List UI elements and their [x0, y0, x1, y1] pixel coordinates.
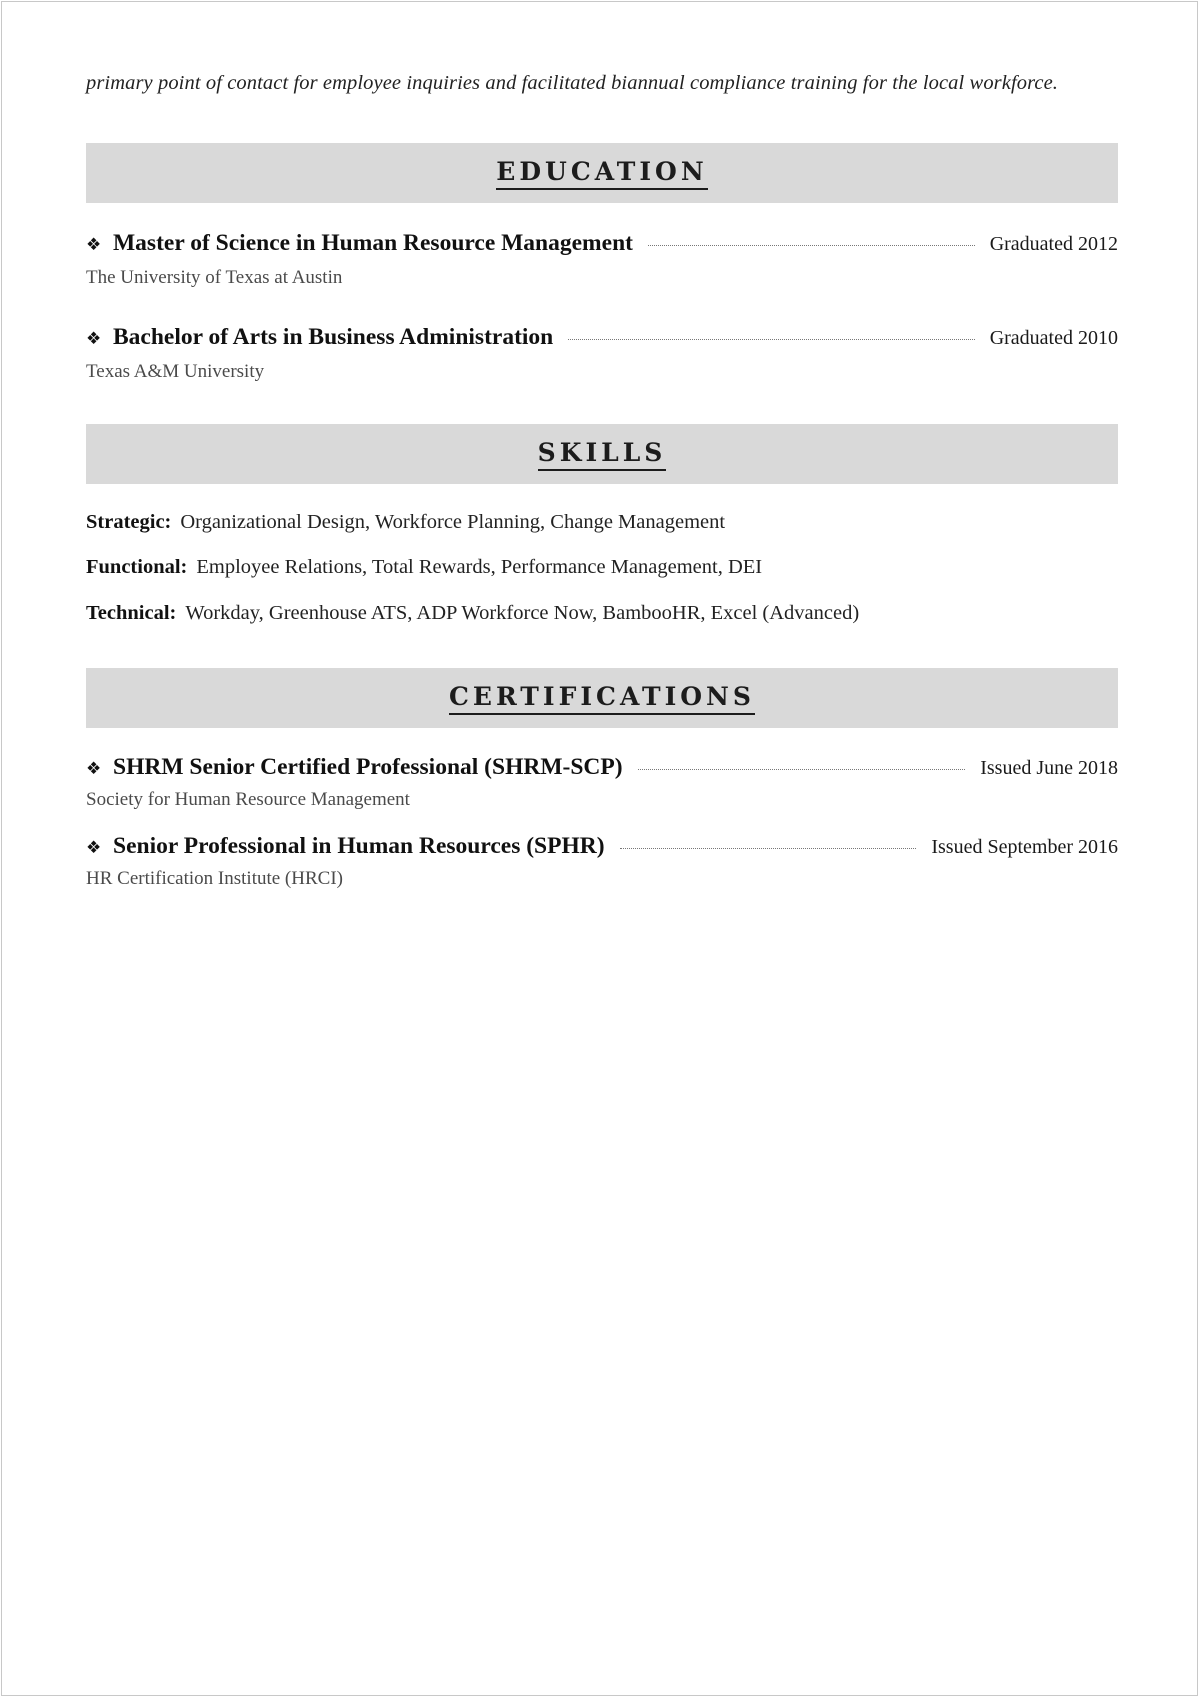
education-section-header — [86, 143, 1118, 203]
skill-row — [86, 511, 725, 534]
institution-name: The University of Texas at Austin — [86, 267, 343, 288]
certifications-section-header — [86, 668, 1118, 728]
dotted-leader — [648, 245, 975, 246]
graduation-date: Graduated 2012 — [989, 233, 1118, 255]
issue-date: Issued June 2018 — [980, 757, 1118, 779]
diamond-bullet-icon: ❖ — [86, 759, 102, 778]
skill-category-label: Functional: — [86, 556, 188, 578]
skill-row — [86, 556, 762, 579]
certification-entry — [86, 833, 1118, 860]
skill-values: Employee Relations, Total Rewards, Performance Management, DEI — [196, 556, 763, 578]
graduation-date: Graduated 2010 — [989, 327, 1118, 349]
diamond-bullet-icon: ❖ — [86, 838, 102, 857]
skill-values: Workday, Greenhouse ATS, ADP Workforce Now, BambooHR, Excel (Advanced) — [185, 602, 860, 624]
education-entry — [86, 230, 1118, 257]
education-heading: EDUCATION — [496, 157, 707, 190]
skill-row — [86, 602, 859, 625]
dotted-leader — [568, 339, 974, 340]
certification-issuer: Society for Human Resource Management — [86, 789, 410, 810]
dotted-leader — [638, 769, 966, 770]
skill-category-label: Technical: — [86, 602, 177, 624]
diamond-bullet-icon: ❖ — [86, 329, 102, 348]
dotted-leader — [620, 848, 917, 849]
institution-name: Texas A&M University — [86, 361, 265, 382]
certification-title: SHRM Senior Certified Professional (SHRM-SCP) — [113, 754, 623, 780]
experience-continuation-text: primary point of contact for employee inquiries and facilitated biannual compliance training for the local workforce. — [86, 72, 1059, 94]
degree-title: Master of Science in Human Resource Management — [113, 230, 633, 256]
certification-issuer: HR Certification Institute (HRCI) — [86, 868, 343, 889]
certifications-heading: CERTIFICATIONS — [449, 682, 755, 715]
skills-section-header — [86, 424, 1118, 484]
issue-date: Issued September 2016 — [931, 836, 1118, 858]
skill-category-label: Strategic: — [86, 511, 172, 533]
skills-heading: SKILLS — [538, 438, 667, 471]
degree-title: Bachelor of Arts in Business Administration — [113, 324, 554, 350]
skill-values: Organizational Design, Workforce Planning, Change Management — [180, 511, 726, 533]
diamond-bullet-icon: ❖ — [86, 235, 102, 254]
certification-entry — [86, 754, 1118, 781]
education-entry — [86, 324, 1118, 351]
certification-title: Senior Professional in Human Resources (SPHR) — [113, 833, 605, 859]
resume-page — [1, 1, 1198, 1696]
